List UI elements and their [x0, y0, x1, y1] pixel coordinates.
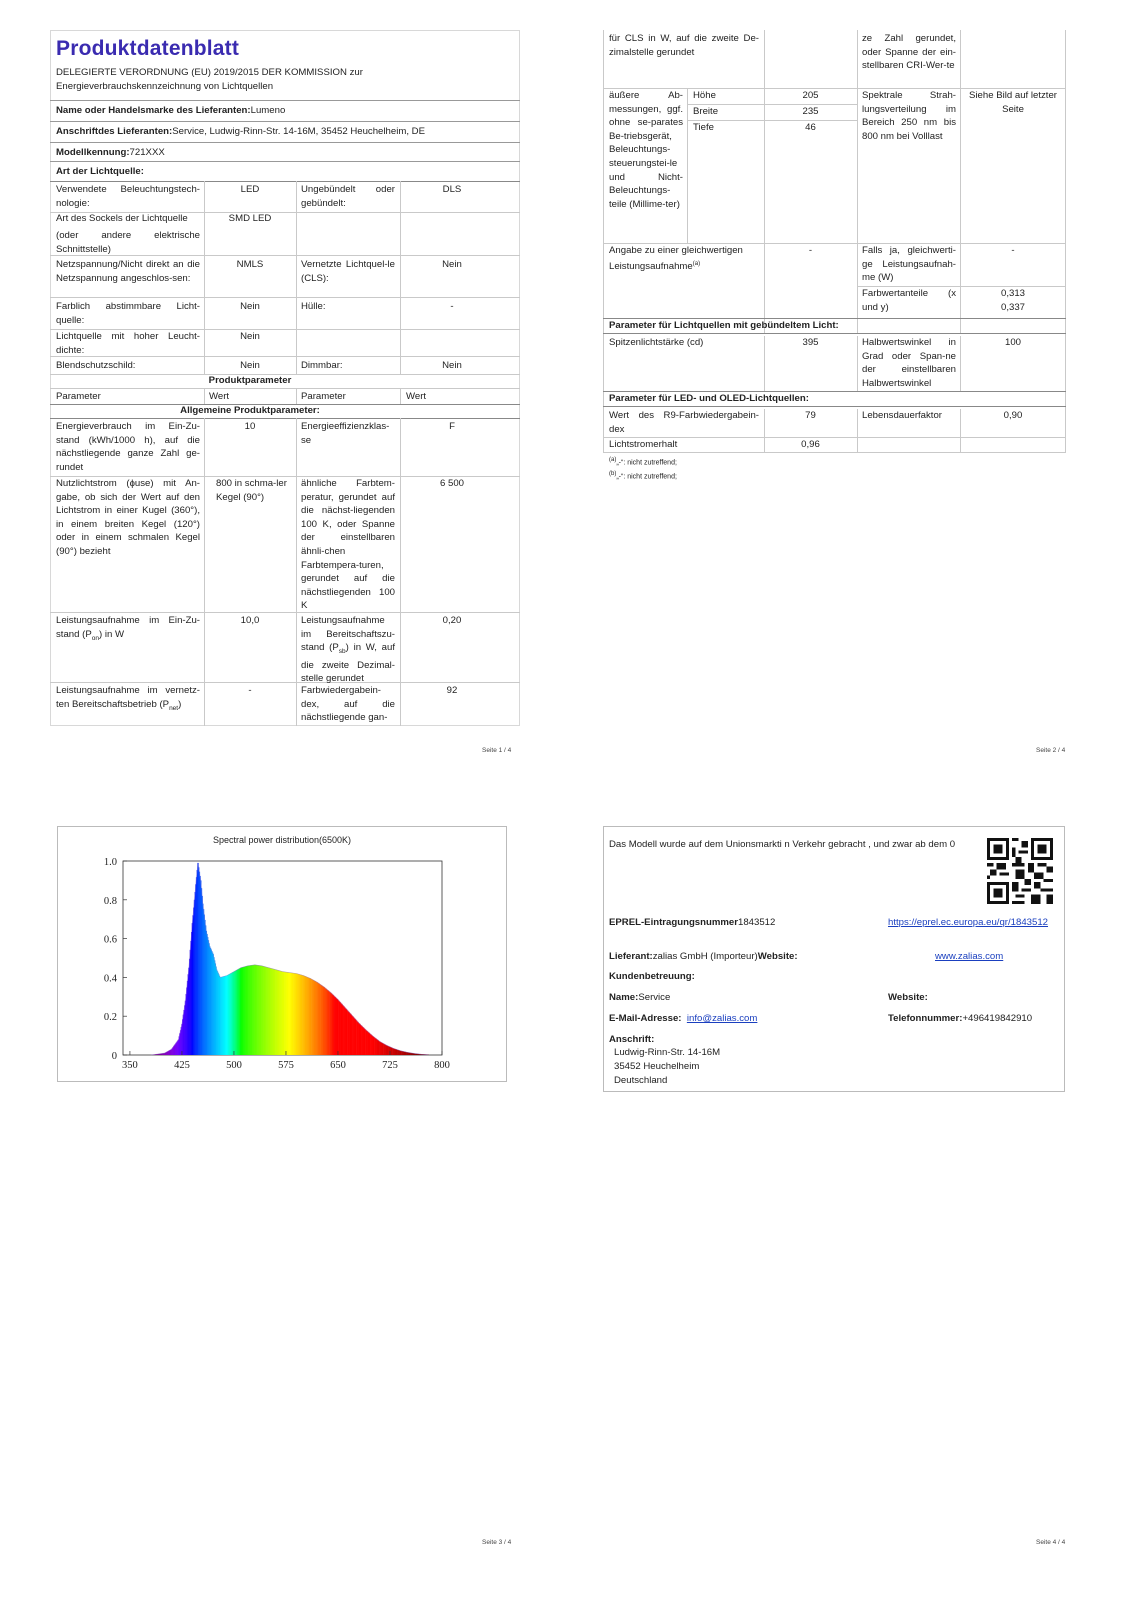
placed-on-market: Das Modell wurde auf dem Unionsmarkti n Verkehr gebracht , und zwar ab dem 0 — [609, 839, 956, 850]
footnote-a: (a)„-“: nicht zutreffend; — [609, 457, 677, 467]
dim-value: Nein — [442, 360, 462, 371]
cls-value: Nein — [442, 259, 462, 270]
r9-label: Wert des R9-Farbwiedergabein-dex — [609, 410, 759, 435]
website-link[interactable]: www.zalias.com — [935, 951, 1004, 962]
page1-footer: Seite 1 / 4 — [482, 747, 512, 754]
spd-value: Siehe Bild auf letzter Seite — [969, 90, 1057, 115]
equiv-value: - — [808, 245, 813, 256]
high-luminance-label: Lichtquelle mit hoher Leucht-dichte: — [56, 331, 200, 356]
chroma-label: Farbwertanteile (x und y) — [862, 288, 956, 313]
name-line: Name:Service — [609, 992, 671, 1003]
spectral-chart — [57, 826, 507, 1082]
envelope-label: Hülle: — [301, 301, 326, 312]
tech-label: Verwendete Beleuchtungstech-nologie: — [56, 184, 200, 209]
glare-label: Blendschutzschild: — [56, 360, 136, 371]
mains-label: Netzspannung/Nicht direkt an die Netzspannung angeschlos-sen: — [56, 259, 200, 284]
y-tick-label: 0 — [111, 1051, 117, 1062]
survival-value: 0,90 — [1003, 410, 1023, 421]
col-value-1: Wert — [209, 391, 230, 402]
y-tick-label: 0.6 — [103, 934, 117, 946]
chroma-x: 0,313 — [1000, 288, 1025, 299]
address-line-2: 35452 Heuchelheim — [614, 1061, 700, 1072]
energy-label: Energieverbrauch im Ein-Zu-stand (kWh/1000 h), auf die nächstliegende ganze Zahl ge-rundet — [56, 421, 200, 473]
supplier-label: Name oder Handelsmarke des Lieferanten: — [56, 105, 251, 116]
x-tick-label: 650 — [330, 1060, 346, 1071]
pnet-label: Leistungsaufnahme im vernetz-ten Bereitschaftsbetrieb $(P_{net})$ — [56, 685, 200, 712]
page2-footer: Seite 2 / 4 — [1036, 747, 1066, 754]
model-row — [50, 142, 520, 161]
address-row — [50, 121, 520, 141]
cap-label-2: (oder andere elektrische Schnittstelle) — [56, 230, 200, 255]
survival-label: Lebensdauerfaktor — [862, 410, 943, 421]
width-label: Breite — [693, 106, 719, 117]
cct-value: 6 500 — [439, 478, 464, 489]
colour-label: Farblich abstimmbare Licht-quelle: — [56, 301, 200, 326]
beam-label: Halbwertswinkel in Grad oder Span-ne der einstellbaren Halbwertswinkel — [862, 337, 956, 389]
glare-value: Nein — [240, 360, 260, 371]
x-tick-label: 425 — [174, 1060, 190, 1071]
height-label: Höhe — [693, 90, 716, 101]
pon-value: 10,0 — [240, 615, 260, 626]
tech-value: LED — [240, 184, 260, 195]
col-param-1: Parameter — [56, 391, 101, 402]
depth-label: Tiefe — [693, 122, 714, 133]
x-tick-label: 575 — [278, 1060, 294, 1071]
cri-value: 92 — [446, 685, 458, 696]
x-tick-label: 350 — [122, 1060, 138, 1071]
colour-value: Nein — [240, 301, 260, 312]
energy-value: 10 — [244, 421, 256, 432]
x-tick-label: 500 — [226, 1060, 242, 1071]
supplier-line: Lieferant:zalias GmbH (Importeur)Website: — [609, 951, 798, 962]
spd-label: Spektrale Strah-lungsverteilung im Bereich 250 nm bis 800 nm bei Volllast — [862, 90, 956, 142]
page-title: Produktdatenblatt — [56, 37, 240, 60]
dims-label: äußere Ab-messungen, ggf. ohne se-parates Be-triebsgerät, Beleuchtungs-steuerungstei-le und Nicht-Beleuchtungs-teile (Millime-ter) — [609, 90, 683, 210]
address-line-1: Ludwig-Rinn-Str. 14-16M — [614, 1047, 721, 1058]
col-param-2: Parameter — [301, 391, 346, 402]
cont-right: ze Zahl gerundet, oder Spanne der ein-stellbaren CRI-Wer-te — [862, 33, 956, 72]
undirected-value: DLS — [442, 184, 462, 195]
equiv-label: Angabe zu einer gleichwertigen Leistungsaufnahme$^{(a)}$ — [609, 245, 743, 272]
email-link[interactable]: info@zalias.com — [686, 1013, 758, 1024]
email-line: E-Mail-Adresse: info@zalias.com — [609, 1013, 758, 1024]
eprel-link[interactable]: https://eprel.ec.europa.eu/qr/1843512 — [888, 917, 1049, 928]
customer-service: Kundenbetreuung: — [609, 971, 695, 982]
eec-label: Energieeffizienzklas-se — [301, 421, 390, 446]
flux-label: Nutzlichtstrom (ɸuse) mit An-gabe, ob sich der Wert auf den Lichtstrom in einer Kugel (360°), in einem breiten Kegel (120°) oder in einem schmalen Kegel (90°) bezieht — [56, 478, 200, 557]
y-tick-label: 1.0 — [103, 857, 117, 868]
type-heading: Art der Lichtquelle: — [50, 161, 520, 181]
eec-value: F — [449, 421, 455, 432]
undirected-label: Ungebündelt oder gebündelt: — [301, 184, 395, 209]
y-tick-label: 0.4 — [103, 973, 117, 985]
equiv2-label: Falls ja, gleichwerti-ge Leistungsaufnah-me (W) — [862, 245, 956, 284]
col-value-2: Wert — [406, 391, 427, 402]
address-line-3: Deutschland — [614, 1075, 668, 1086]
x-tick-label: 800 — [434, 1060, 450, 1071]
model-value: 721XXX — [129, 147, 165, 158]
supplier-value: Lumeno — [250, 105, 286, 116]
model-label: Modellkennung: — [56, 147, 130, 158]
envelope-value: - — [450, 301, 454, 312]
cct-label: ähnliche Farbtem-peratur, gerundet auf die nächst-liegenden 100 K, oder Spanne der einstellbaren ähnli-chen Farbtempera-turen, gerundet auf die nächstliegenden 100 K — [301, 478, 395, 612]
psb-value: 0,20 — [442, 615, 462, 626]
x-tick-label: 725 — [382, 1060, 398, 1071]
address-label: Anschrift: — [609, 1034, 655, 1045]
qr-code-icon[interactable] — [987, 838, 1053, 904]
led-heading: Parameter für LED- und OLED-Lichtquellen: — [609, 393, 809, 404]
chart-title: Spectral power distribution(6500K) — [212, 835, 352, 845]
pnet-value: - — [248, 685, 252, 696]
product-params-heading: Produktparameter — [208, 375, 292, 386]
cont-left: für CLS in W, auf die zweite De-zimalstelle gerundet — [609, 33, 759, 58]
dim-label: Dimmbar: — [301, 360, 343, 371]
peak-label: Spitzenlichtstärke (cd) — [609, 337, 704, 348]
eprel-label: EPREL-Eintragungsnummer1843512 — [609, 917, 776, 928]
width-value: 235 — [802, 106, 819, 117]
footnote-b: (b)„-“: nicht zutreffend; — [609, 471, 677, 481]
mains-value: NMLS — [236, 259, 264, 270]
website2-label: Website: — [888, 992, 928, 1003]
dls-heading: Parameter für Lichtquellen mit gebündeltem Licht: — [609, 320, 839, 331]
equiv2-value: - — [1011, 245, 1015, 256]
cri-label: Farbwiedergabein-dex, auf die nächstliegende gan- — [301, 685, 395, 724]
y-tick-label: 0.8 — [103, 895, 117, 907]
peak-value: 395 — [802, 337, 819, 348]
address-value: Service, Ludwig-Rinn-Str. 14-16M, 35452 Heuchelheim, DE — [172, 126, 425, 137]
beam-value: 100 — [1004, 337, 1021, 348]
depth-value: 46 — [805, 122, 816, 133]
lumen-value: 0,96 — [801, 439, 820, 450]
address-label: Anschriftdes Lieferanten: — [56, 126, 173, 137]
pon-label: Leistungsaufnahme im Ein-Zu-stand $(P_{on})$ in W — [56, 615, 200, 642]
flux-value: 800 in schma-ler Kegel (90°) — [216, 478, 287, 503]
chroma-y: 0,337 — [1000, 302, 1025, 313]
page3-footer: Seite 3 / 4 — [482, 1539, 512, 1546]
cap-value: SMD LED — [228, 213, 272, 224]
phone-line: Telefonnummer:+496419842910 — [888, 1013, 1033, 1024]
height-value: 205 — [802, 90, 819, 101]
y-tick-label: 0.2 — [103, 1012, 117, 1024]
cap-label: Art des Sockels der Lichtquelle — [56, 213, 188, 224]
lumen-label: Lichtstromerhalt — [609, 439, 678, 450]
regulation-text: DELEGIERTE VERORDNUNG (EU) 2019/2015 DER KOMMISSION zur Energieverbrauchskennzeichnung von Lichtquellen — [56, 67, 363, 92]
r9-value: 79 — [805, 410, 816, 421]
general-params-heading: Allgemeine Produktparameter: — [180, 405, 320, 416]
page4-footer: Seite 4 / 4 — [1036, 1539, 1066, 1546]
psb-label: Leistungsaufnahme im Bereitschaftszu-stand $(P_{sb})$ in W, auf die zweite Dezimal-stelle gerundet — [301, 615, 395, 685]
high-luminance-value: Nein — [240, 331, 260, 342]
cls-label: Vernetzte Lichtquel-le (CLS): — [301, 259, 395, 284]
supplier-row — [50, 100, 520, 120]
